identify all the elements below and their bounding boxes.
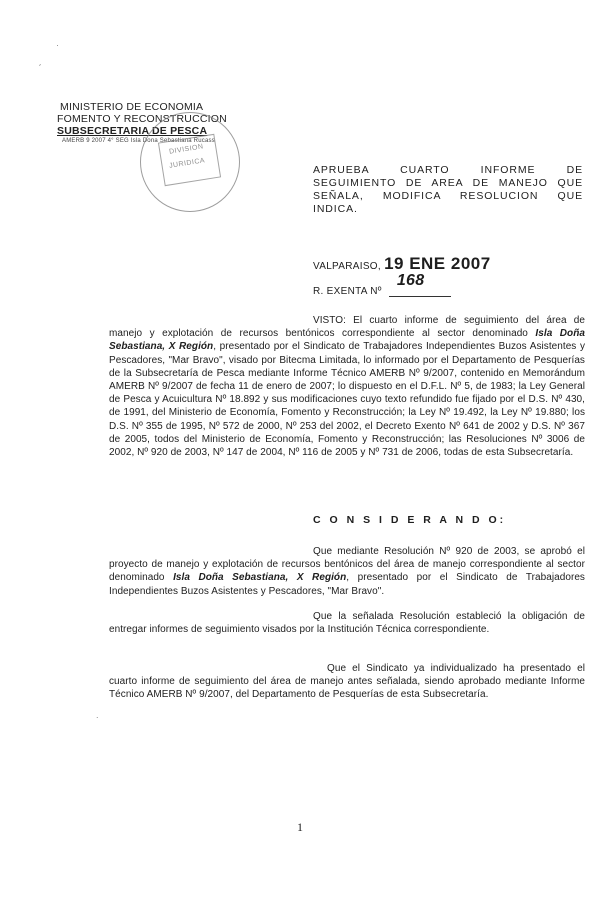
scan-mark: ' bbox=[35, 62, 43, 72]
subsecretaria: SUBSECRETARIA DE PESCA bbox=[57, 125, 208, 137]
reference-code: AMERB 9 2007 4° SEG Isla Dona Sebastiana Rucass bbox=[62, 138, 215, 144]
date-city: VALPARAISO, bbox=[313, 261, 381, 272]
considerando-heading: C O N S I D E R A N D O: bbox=[313, 514, 507, 526]
scan-mark: · bbox=[56, 40, 59, 50]
date-value: 19 ENE 2007 bbox=[384, 254, 491, 273]
ministry-name: MINISTERIO DE ECONOMIA bbox=[60, 101, 204, 113]
considerando-3: Que el Sindicato ya individualizado ha presentado el cuarto informe de seguimiento del área de manejo antes señalada, siendo aprobado mediante Informe Técnico AMERB Nº 9/2007, del Departamento de Pesquerías de esta Subsecretaría. bbox=[109, 663, 585, 701]
resolution-number: 168 bbox=[396, 272, 425, 289]
visto-paragraph: VISTO: El cuarto informe de seguimiento del área de manejo y explotación de recursos bentónicos correspondiente al sector denominado Isla Doña Sebastiana, X Región, presentado por el Sindicato de Trabajadores Independientes Buzos Asistentes y Pescadores, "Mar Bravo", visado por Bitecma Limitada, lo informado por el Departamento de Pesquerías de la Subsecretaría de Pesca mediante Informe Técnico AMERB Nº 9/2007, contenido en Memorándum AMERB Nº 9/2007 de fecha 11 de enero de 2007; lo dispuesto en el D.F.L. Nº 5, de 1983; la Ley General de Pesca y Acuicultura Nº 18.892 y sus modificaciones cuyo texto refundido fue fijado por el D.S. Nº 430, de 1991, del Ministerio de Economía, Fomento y Reconstrucción; la Ley Nº 19.492, la Ley Nº 19.880; los D.S. Nº 355 de 1995, Nº 572 de 2000, Nº 253 del 2002, el Decreto Exento Nº 641 de 2002 y D.S. Nº 367 de 2005, todos del Ministerio de Economía, Fomento y Reconstrucción; las Resoluciones Nº 3006 de 2002, Nº 920 de 2003, Nº 147 de 2004, Nº 116 de 2005 y Nº 731 de 2006, todas de esta Subsecretaría. bbox=[109, 315, 585, 459]
resolution-label: R. EXENTA Nº bbox=[313, 286, 382, 297]
resolution-title: APRUEBA CUARTO INFORME DE SEGUIMIENTO DE AREA DE MANEJO QUE SEÑALA, MODIFICA RESOLUCION QUE INDICA. bbox=[313, 164, 583, 215]
date-line bbox=[313, 254, 491, 274]
resolution-number-line bbox=[313, 272, 451, 297]
place-name: Isla Doña Sebastiana, X Región bbox=[109, 328, 585, 353]
considerando-2: Que la señalada Resolución estableció la obligación de entregar informes de seguimiento visados por la Institución Técnica correspondiente. bbox=[109, 611, 585, 636]
considerando-1: Que mediante Resolución Nº 920 de 2003, se aprobó el proyecto de manejo y explotación de recursos bentónicos del área de manejo correspondiente al sector denominado Isla Doña Sebastiana, X Región, presentado por el Sindicato de Trabajadores Independientes Buzos Asistentes y Pescadores, "Mar Bravo". bbox=[109, 546, 585, 597]
margin-mark: . bbox=[96, 710, 99, 720]
page-number: 1 bbox=[297, 820, 303, 834]
ministry-name-2: FOMENTO Y RECONSTRUCCION bbox=[57, 113, 227, 125]
division-juridica-stamp: DIVISION JURIDICA bbox=[140, 112, 240, 212]
